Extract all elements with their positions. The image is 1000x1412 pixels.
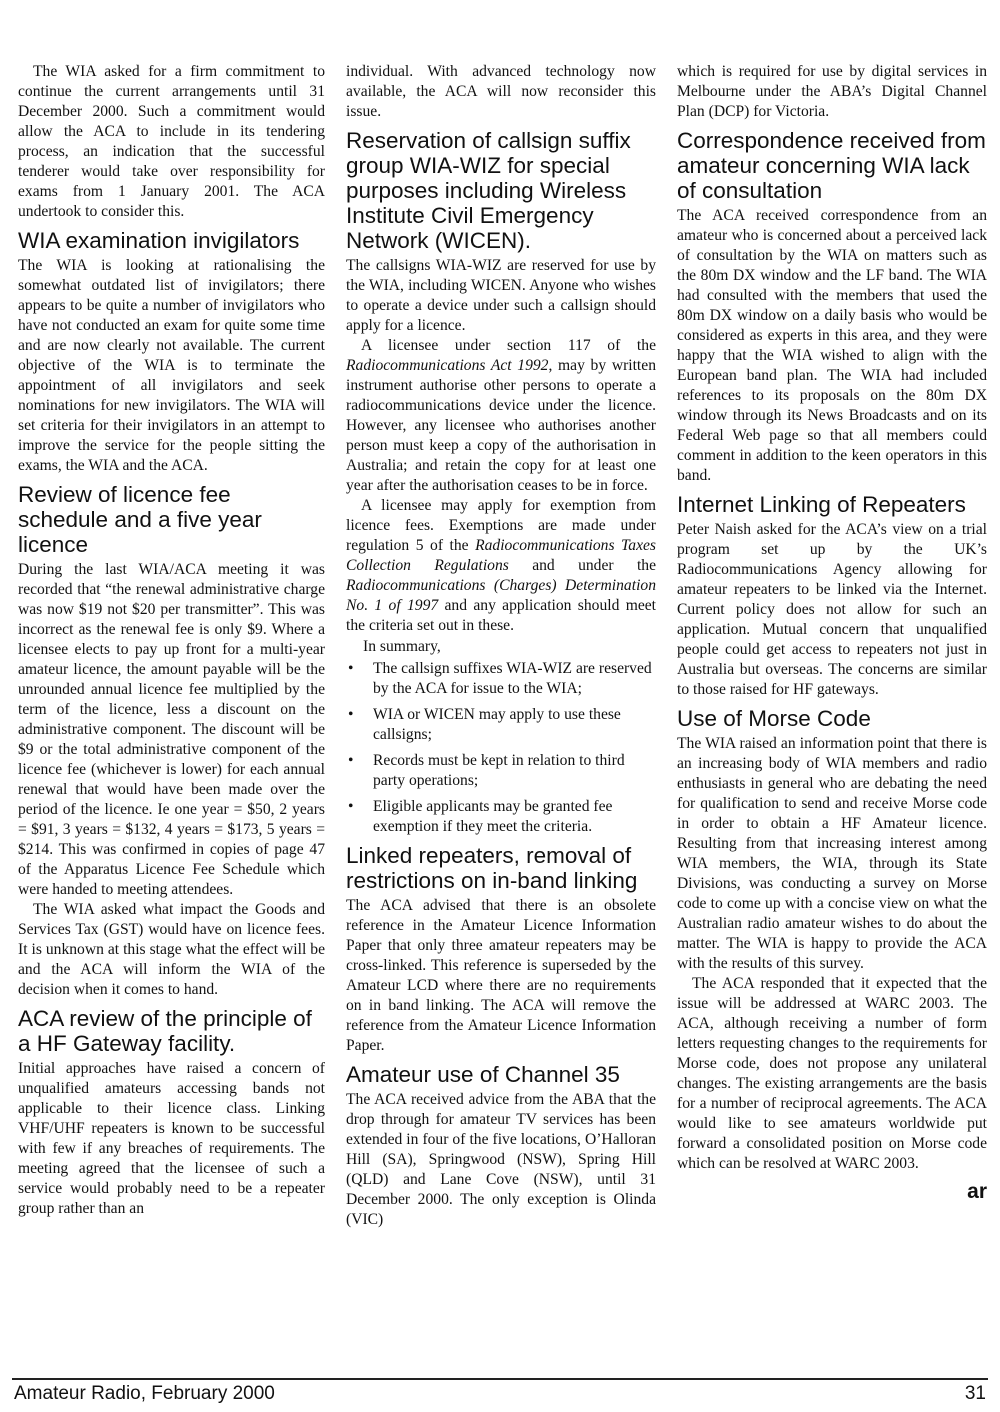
page-footer [14, 1383, 986, 1405]
paragraph: The callsigns WIA-WIZ are reserved for use by the WIA, including WICEN. Anyone who wishes to operate a device under such a callsign should apply for a licence. [346, 257, 656, 334]
bullet-icon: • [348, 752, 354, 769]
paragraph-exemption [346, 496, 656, 636]
paragraph: The ACA advised that there is an obsolete reference in the Amateur Licence Information Paper that only three amateur repeaters may be cross-linked. This reference is superseded by the Amateur LCD where there are no requirements on in band linking. The ACA will remove the reference from the Amateur Licence Information Paper. [346, 897, 656, 1054]
heading-hf-gateway: ACA review of the principle of a HF Gateway facility. [18, 1006, 312, 1056]
bullet-icon: • [348, 660, 354, 677]
text-run: A licensee under section 117 of the [361, 337, 656, 354]
list-item [346, 705, 656, 745]
page-number: 31 [964, 1383, 986, 1404]
footer-divider [12, 1378, 988, 1380]
paragraph: The ACA received correspondence from an amateur who is concerned about a perceived lack of consultation by the WIA on matters such as the 80m DX window and the LF band. The WIA had consulted with the members that used the 80m DX window on a daily basis who would be considered as experts in this area, and they were happy that the WIA wished to align with the European band plan. The WIA had included references to its proposals on the 80m DX window through its News Broadcasts and on its Federal Web page so that all members could comment in addition to the keen operators in this band. [677, 207, 987, 484]
column-2 [346, 62, 656, 1230]
heading-morse-code: Use of Morse Code [677, 706, 871, 731]
list-item [346, 659, 656, 699]
heading-internet-linking: Internet Linking of Repeaters [677, 492, 966, 517]
heading-linked-repeaters: Linked repeaters, removal of restrictions on in-band linking [346, 843, 638, 893]
list-item-text: WIA or WICEN may apply to use these callsigns; [373, 706, 621, 743]
bullet-list [346, 659, 656, 837]
regulation-title: Radiocommunications Taxes Collection Regulations [346, 537, 656, 574]
paragraph-section-117 [346, 336, 656, 496]
publication-title: Amateur Radio, February 2000 [14, 1383, 275, 1404]
heading-channel-35: Amateur use of Channel 35 [346, 1062, 620, 1087]
paragraph: The WIA raised an information point that there is an increasing body of WIA members and radio enthusiasts in general who are debating the need for qualification to send and receive Morse code in order to obtain a HF Amateur licence. Resulting from that increasing interest among WIA members, the WIA, through its State Divisions, was conducting a survey on Morse code to come up with a concise view on what the Australian radio amateur wishes to do about the matter. The WIA is happy to provide the ACA with the results of this survey. [677, 735, 987, 972]
list-item-text: Records must be kept in relation to third party operations; [373, 752, 625, 789]
paragraph: Peter Naish asked for the ACA’s view on a trial program set up by the UK’s Radiocommunications Agency allowing for amateur repeaters to be linked via the Internet. Current policy does not allow for such an application. Mutual concern that unqualified people could get access to repeaters not just in Australia but overseas. The concerns are similar to those raised for HF gateways. [677, 521, 987, 698]
paragraph: which is required for use by digital services in Melbourne under the ABA’s Digital Channel Plan (DCP) for Victoria. [677, 63, 987, 120]
paragraph: The ACA received advice from the ABA that the drop through for amateur TV services has been extended in four of the five locations, O’Halloran Hill (SA), Springwood (NSW), Spring Hill (QLD) and Lane Cove (NSW), until 31 December 2000. The only exception is Olinda (VIC) [346, 1091, 656, 1228]
paragraph: Initial approaches have raised a concern of unqualified amateurs accessing bands not applicable to their licence class. Linking VHF/UHF repeaters is known to be successful with few if any breaches of requirements. The meeting agreed that the licensee of such a service would probably need to be a repeater group rather than an [18, 1060, 325, 1217]
text-run: and any application should meet the criteria set out in these. [346, 597, 657, 634]
list-item [346, 751, 656, 791]
bullet-icon: • [348, 798, 354, 815]
paragraph: The WIA is looking at rationalising the somewhat outdated list of invigilators; there appears to be quite a number of invigilators who have not conducted an exam for quite some time and are now clearly not available. The current objective of the WIA is to terminate the appointment of all invigilators and seek nominations for new invigilators. The WIA will set criteria for their invigilators in an attempt to improve the service for the people sitting the exams, the WIA and the ACA. [18, 257, 325, 474]
end-mark-logo: ar [967, 1180, 987, 1203]
paragraph: During the last WIA/ACA meeting it was recorded that “the renewal administrative charge was now $19 not $20 per transmitter”. This was incorrect as the renewal fee is only $9. Where a licensee elects to pay up front for a multi-year amateur licence, the amount payable will be the unrounded annual licence fee multiplied by the term of the licence, less a discount on the administrative component. The discount will be $9 or the total administrative component of the licence fee (whichever is lower) for each annual renewal that would have been made over the period of the licence. Ie one year = $50, 2 years = $91, 3 years = $132, 4 years = $173, 5 years = $214. This was confirmed in copies of page 47 of the Apparatus Licence Fee Schedule which were handed to meeting attendees. [18, 561, 325, 898]
heading-invigilators: WIA examination invigilators [18, 228, 300, 253]
determination-title: Radiocommunications (Charges) Determination No. 1 of 1997 [346, 577, 656, 614]
heading-wia-wiz: Reservation of callsign suffix group WIA-WIZ for special purposes including Wireless Institute Civil Emergency Network (WICEN). [346, 128, 631, 253]
text-run: A licensee may apply for exemption from licence fees. Exemptions are made under regulation 5 of the [346, 497, 656, 554]
heading-correspondence: Correspondence received from amateur concerning WIA lack of consultation [677, 128, 986, 203]
paragraph: The WIA asked for a firm commitment to continue the current arrangements until 31 December 2000. Such a commitment would allow the ACA to include in its tendering process, an indication that the successful tenderer would take over responsibility for exams from 1 January 2001. The ACA undertook to consider this. [18, 63, 325, 220]
text-run: , may by written instrument authorise other persons to operate a radiocommunications device under the licence. However, any licensee who authorises another person must keep a copy of the authorisation in Australia; and retain the copy for at least one year after the authorisation ceases to be in force. [346, 357, 656, 494]
list-item-text: Eligible applicants may be granted fee exemption if they meet the criteria. [373, 798, 613, 835]
bullet-icon: • [348, 706, 354, 723]
summary-label: In summary, [363, 638, 441, 655]
list-item-text: The callsign suffixes WIA-WIZ are reserved by the ACA for issue to the WIA; [373, 660, 652, 697]
text-run: and under the [508, 557, 656, 574]
act-title: Radiocommunications Act 1992 [346, 357, 549, 374]
column-3 [677, 62, 987, 1202]
paragraph: The ACA responded that it expected that the issue will be addressed at WARC 2003. The ACA, although receiving a number of form letters requesting changes to the requirements for Morse code, does not propose any unilateral changes. The existing arrangements are the basis for a number of reciprocal agreements. The ACA would like to see amateurs worldwide put forward a consolidated position on Morse code which can be resolved at WARC 2003. [677, 975, 987, 1172]
paragraph: individual. With advanced technology now available, the ACA will now reconsider this issue. [346, 63, 656, 120]
list-item [346, 797, 656, 837]
column-1 [18, 62, 325, 1219]
paragraph: The WIA asked what impact the Goods and Services Tax (GST) would have on licence fees. It is unknown at this stage what the effect will be and the ACA will inform the WIA of the decision when it comes to hand. [18, 901, 325, 998]
heading-licence-fee: Review of licence fee schedule and a five year licence [18, 482, 262, 557]
